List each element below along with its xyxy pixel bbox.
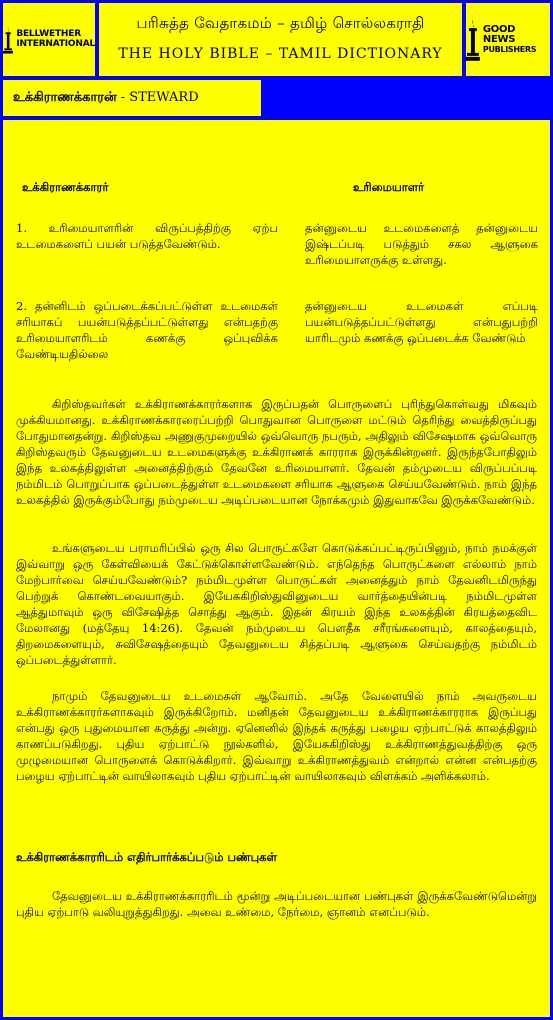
entry-term-english: STEWARD (129, 90, 199, 105)
comparison-row2-steward: 2. தன்னிடம் ஒப்படைக்கப்பட்டுள்ள உடமைகள் சரியாகப் பயன்படுத்தப்பட்டுள்ளது என்பதற்கு உரிமையாளரிடம் கணக்கு ஒப்புவிக்க வேண்டியதில்லை (16, 299, 278, 361)
good-news-logo-line1: GOOD NEWS (482, 23, 516, 46)
comparison-row1-steward: 1. உரிமையாளரின் விருப்பத்திற்கு ஏற்ப உடமைகளைப் பயன் படுத்தவேண்டும். (16, 221, 278, 251)
section-heading-qualities: உக்கிராணக்காரரிடம் எதிர்பார்க்கப்படும் பண்புகள் (16, 850, 277, 864)
comparison-heading-owner: உரிமையாளர் (353, 180, 425, 194)
bellwether-logo-line1: BELLWETHER (16, 29, 81, 40)
bellwether-logo-panel (3, 3, 95, 76)
comparison-heading-steward: உக்கிராணக்காரர் (22, 180, 109, 194)
good-news-logo-line2: PUBLISHERS (482, 44, 537, 54)
comparison-row1-owner: தன்னுடைய உடமைகளைத் தன்னுடைய இஷ்டப்படி படுத்தும் சகல ஆளுகை உரிமையாளருக்கு உள்ளது. (305, 221, 538, 267)
bellwether-logo (3, 3, 95, 76)
lamp-icon (3, 18, 13, 62)
lamp-icon (466, 18, 480, 62)
entry-content-panel (3, 120, 550, 1017)
entry-term (13, 90, 199, 106)
title-english: THE HOLY BIBLE – TAMIL DICTIONARY (118, 46, 443, 62)
paragraph-1: கிறிஸ்தவர்கள் உக்கிராணக்காரர்களாக இருப்பதன் பொருளைப் புரிந்துகொள்வது மிகவும் முக்கியமானது. உக்கிராணக்காரரைப்பற்றி பொதுவான பொருளை மட்டும் தெரிந்து வைத்திருப்பது போதுமானதன்று. கிறிஸ்தவ அணுகுமுறையில் ஒவ்வொரு நபரும், அதிலும் விசேஷமாக ஒவ்வொரு கிறிஸ்தவரும் தேவனுடைய உடமைகளுக்கு உக்கிராணக் காரராக இருக்கின்றனர். இருந்தபோதிலும் இந்த உலகத்திலுள்ள அனைத்திற்கும் தேவனே உரிமையாளர். தேவன் தம்முடைய விருப்பப்படி நம்மிடம் பொறுப்பாக ஒப்படைத்துள்ள உடமைகளை சரியாக ஆளுகை செய்யவேண்டும். நாம் இந்த உலகத்தில் இருக்கும்போது நம்முடைய அடிப்படையான நோக்கமும் இதுவாகவே இருக்கவேண்டும். (16, 397, 537, 507)
paragraph-3: நாமும் தேவனுடைய உடமைகள் ஆவோம். அதே வேளையில் நாம் அவருடைய உக்கிராணக்காரர்களாகவும் இருக்கிறோம். மனிதன் தேவனுடைய உக்கிராணக்காரராக இருப்பது என்பது ஒரு புதுமையான கருத்து அன்று. ஏனெனில் இந்தக் கருத்து பழைய ஏற்பாட்டுக் காலத்திலும் காணப்படுகிறது. புதிய ஏற்பாட்டு நூல்களில், இயேசுகிறிஸ்து உக்கிராணத்துவத்திற்கு ஒரு முழுமையான பொருளைக் கொடுக்கிறார். இவ்வாறு உக்கிராணத்துவம் என்றால் என்ன என்பதற்கு பழைய ஏற்பாட்டின் வாயிலாகவும் புதிய ஏற்பாட்டின் வாயிலாகவும் விளக்கம் அளிக்கலாம். (16, 689, 537, 783)
paragraph-qualities: தேவனுடைய உக்கிராணக்காரரிடம் மூன்று அடிப்படையான பண்புகள் இருக்கவேண்டுமென்று புதிய ஏற்பாடு வலியுறுத்துகிறது. அவை உண்மை, நேர்மை, ஞானம் எனப்படும். (16, 889, 537, 919)
entry-term-panel (3, 80, 261, 116)
comparison-row2-owner: தன்னுடைய உடமைகள் எப்படி பயன்படுத்தப்பட்டுள்ளது என்பதுபற்றி யாரிடமும் கணக்கு ஒப்படைக்க வேண்டும் (305, 299, 538, 345)
bellwether-logo-line2: INTERNATIONAL (16, 38, 95, 49)
entry-term-tamil: உக்கிராணக்காரன் (13, 90, 117, 105)
paragraph-2: உங்களுடைய பராமரிப்பில் ஒரு சில பொருட்களே கொடுக்கப்பட்டிருப்பினும், நாம் நமக்குள் இவ்வாறு ஒரு கேள்வியைக் கேட்டுக்கொள்ளவேண்டும். எந்தெந்த பொருட்களை எல்லாம் நாம் மேற்பார்வை செய்யவேண்டும்? நம்மிடமுள்ள பொருட்கள் அனைத்தும் நாம் தேவனிடமிருந்து பெற்றுக் கொண்டவையாகும். இயேசுகிறிஸ்துவினுடைய வார்த்தையின்படி நம்மிடமுள்ள ஆத்துமாவும் ஒரு விசேஷித்த சொத்து ஆகும். இதன் கிரயம் இந்த உலகத்தின் கிரயத்தைவிட மேலானது (மத்தேயு 14:26). தேவன் நம்முடைய பௌதீக சரீரங்களையும், காலத்தையும், திறமைகளையும், சுவிசேஷத்தையும் தேவனுடைய சித்தப்படி ஆளுகை செய்வதற்கு நம்மிடம் ஒப்படைத்துள்ளார். (16, 541, 537, 667)
good-news-logo-panel (466, 3, 550, 76)
header-title-panel (99, 3, 462, 76)
entry-term-separator: - (116, 90, 130, 105)
good-news-logo (466, 3, 550, 76)
title-tamil: பரிசுத்த வேதாகமம் – தமிழ் சொல்லகராதி (136, 14, 425, 32)
